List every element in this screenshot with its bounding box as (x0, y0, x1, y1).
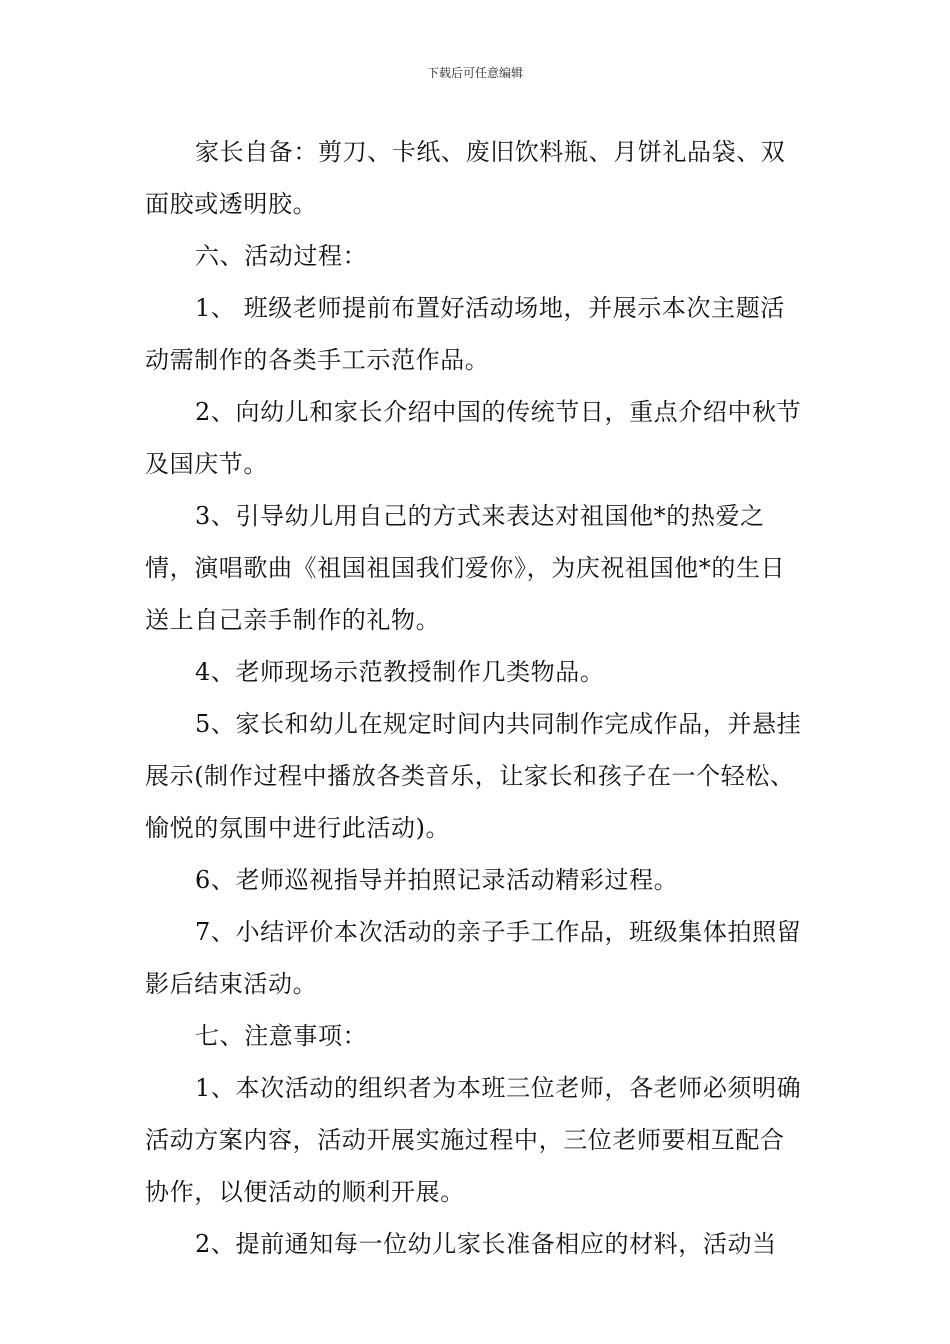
paragraph-step-5 (145, 698, 807, 854)
paragraph-text: 3、引导幼儿用自己的方式来表达对祖国他*的热爱之情，演唱歌曲《祖国祖国我们爱你》，为庆祝祖国他*的生日送上自己亲手制作的礼物。 (145, 502, 786, 634)
paragraph-text: 2、向幼儿和家长介绍中国的传统节日，重点介绍中秋节及国庆节。 (145, 398, 802, 478)
paragraph-step-6 (145, 854, 807, 906)
paragraph-note-1 (145, 1062, 807, 1218)
paragraph-text: 六、活动过程： (195, 242, 368, 270)
paragraph-text: 6、老师巡视指导并拍照记录活动精彩过程。 (195, 866, 679, 894)
paragraph-step-3 (145, 490, 807, 646)
paragraph-text: 2、提前通知每一位幼儿家长准备相应的材料，活动当 (195, 1230, 777, 1258)
paragraph-text: 7、小结评价本次活动的亲子手工作品，班级集体拍照留影后结束活动。 (145, 918, 802, 998)
paragraph-step-2 (145, 386, 807, 490)
paragraph-step-1 (145, 282, 807, 386)
section-heading-notes (145, 1010, 807, 1062)
paragraph-text: 1、 班级老师提前布置好活动场地，并展示本次主题活动需制作的各类手工示范作品。 (145, 294, 785, 374)
paragraph-text: 5、家长和幼儿在规定时间内共同制作完成作品，并悬挂展示(制作过程中播放各类音乐，让家长和孩子在一个轻松、愉悦的氛围中进行此活动)。 (145, 710, 802, 842)
paragraph-text: 1、本次活动的组织者为本班三位老师，各老师必须明确活动方案内容，活动开展实施过程中，三位老师要相互配合协作，以便活动的顺利开展。 (145, 1074, 802, 1206)
section-heading-process (145, 230, 807, 282)
paragraph-text: 七、注意事项： (195, 1022, 368, 1050)
paragraph-step-4 (145, 646, 807, 698)
paragraph-step-7 (145, 906, 807, 1010)
document-body (145, 126, 807, 1270)
paragraph-text: 家长自备：剪刀、卡纸、废旧饮料瓶、月饼礼品袋、双面胶或透明胶。 (145, 138, 786, 218)
paragraph-text: 4、老师现场示范教授制作几类物品。 (195, 658, 605, 686)
paragraph-note-2 (145, 1218, 807, 1270)
paragraph-materials (145, 126, 807, 230)
page-header: 下载后可任意编辑 (426, 66, 523, 80)
